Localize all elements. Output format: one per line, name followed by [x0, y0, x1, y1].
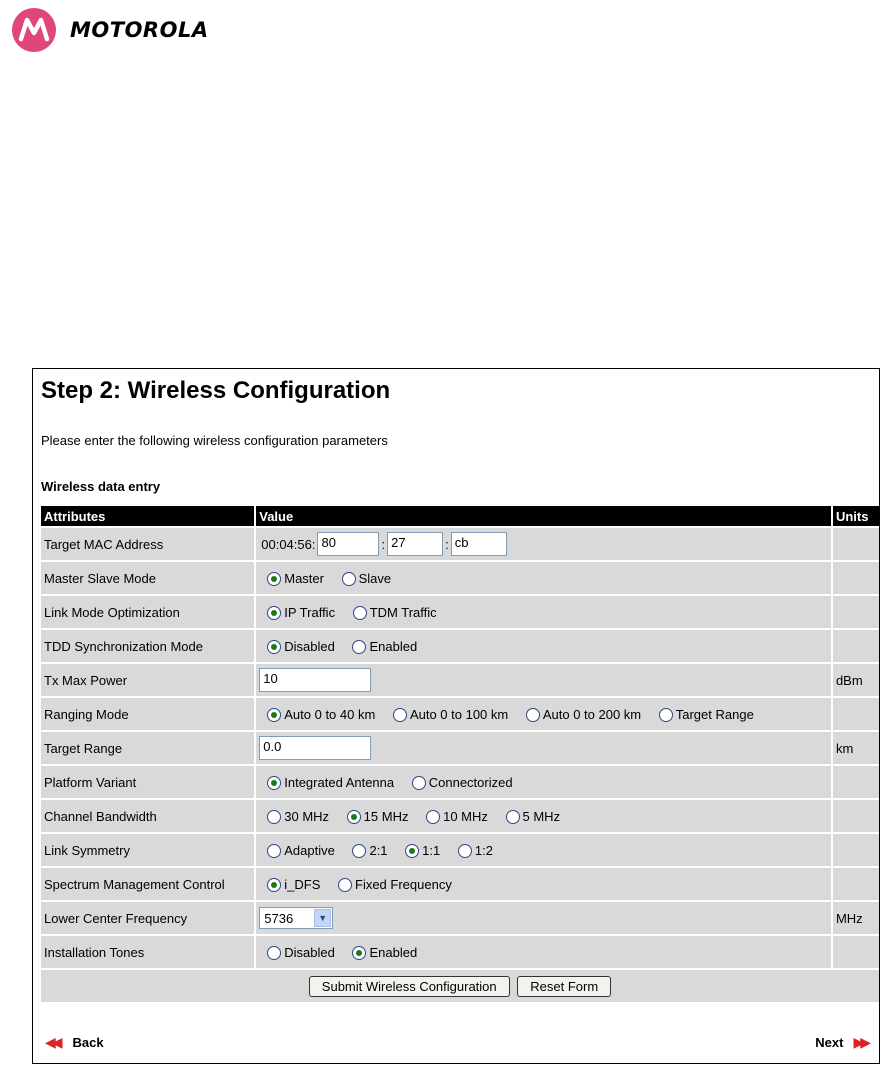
table-row — [41, 800, 879, 832]
row-value — [256, 868, 831, 900]
ip-traffic-label: IP Traffic — [284, 605, 336, 621]
bandwidth-10mhz-radio[interactable] — [426, 810, 440, 824]
mac-prefix: 00:04:56: — [261, 536, 316, 552]
mac-separator: : — [445, 536, 449, 552]
row-value — [256, 664, 831, 696]
row-label: Spectrum Management Control — [41, 868, 254, 900]
tx-max-power-input[interactable]: 10 — [259, 668, 371, 692]
bandwidth-15mhz-radio[interactable] — [347, 810, 361, 824]
back-label: Back — [72, 1035, 104, 1050]
reset-form-button[interactable]: Reset Form — [517, 976, 611, 997]
row-value — [256, 936, 831, 968]
tdd-enabled-label: Enabled — [369, 639, 418, 655]
row-unit: km — [833, 732, 879, 764]
bandwidth-15mhz-label: 15 MHz — [363, 809, 409, 825]
ranging-auto-200-radio[interactable] — [526, 708, 540, 722]
row-label: Platform Variant — [41, 766, 254, 798]
table-row — [41, 630, 879, 662]
bandwidth-30mhz-label: 30 MHz — [284, 809, 330, 825]
row-unit: MHz — [833, 902, 879, 934]
table-row — [41, 902, 879, 934]
row-label: Ranging Mode — [41, 698, 254, 730]
button-row — [41, 970, 879, 1002]
intro-text: Please enter the following wireless configuration parameters — [41, 433, 388, 448]
motorola-batwing-icon — [12, 8, 56, 52]
symmetry-2-1-label: 2:1 — [369, 843, 388, 859]
table-row — [41, 732, 879, 764]
row-unit — [833, 698, 879, 730]
tones-enabled-label: Enabled — [369, 945, 418, 961]
symmetry-adaptive-radio[interactable] — [267, 844, 281, 858]
row-unit: dBm — [833, 664, 879, 696]
row-value — [256, 766, 831, 798]
table-row — [41, 596, 879, 628]
symmetry-1-2-radio[interactable] — [458, 844, 472, 858]
connectorized-radio[interactable] — [412, 776, 426, 790]
brand-name: MOTOROLA — [70, 18, 209, 42]
bandwidth-5mhz-radio[interactable] — [506, 810, 520, 824]
ranging-target-range-label: Target Range — [675, 707, 754, 723]
header-attributes: Attributes — [41, 506, 254, 526]
row-unit — [833, 596, 879, 628]
row-value — [256, 902, 831, 934]
back-link[interactable] — [45, 1034, 104, 1051]
connectorized-label: Connectorized — [428, 775, 513, 791]
ip-traffic-radio[interactable] — [267, 606, 281, 620]
ranging-auto-100-label: Auto 0 to 100 km — [409, 707, 509, 723]
wireless-config-table — [39, 504, 881, 1004]
row-unit — [833, 936, 879, 968]
motorola-logo — [12, 8, 209, 52]
back-arrow-icon: ◀◀ — [45, 1034, 59, 1050]
bandwidth-5mhz-label: 5 MHz — [522, 809, 561, 825]
row-value — [256, 528, 831, 560]
symmetry-1-2-label: 1:2 — [474, 843, 493, 859]
idfs-label: i_DFS — [284, 877, 321, 893]
next-arrow-icon: ▶▶ — [853, 1034, 867, 1050]
row-label: Installation Tones — [41, 936, 254, 968]
table-row — [41, 664, 879, 696]
table-row — [41, 834, 879, 866]
row-label: Link Symmetry — [41, 834, 254, 866]
ranging-auto-200-label: Auto 0 to 200 km — [542, 707, 642, 723]
tdd-disabled-label: Disabled — [284, 639, 335, 655]
fixed-frequency-label: Fixed Frequency — [355, 877, 452, 893]
select-value: 5736 — [264, 910, 294, 926]
mac-octet-3-input[interactable]: cb — [451, 532, 507, 556]
table-row — [41, 562, 879, 594]
button-cell — [41, 970, 879, 1002]
header-value: Value — [256, 506, 831, 526]
tdm-traffic-radio[interactable] — [353, 606, 367, 620]
symmetry-adaptive-label: Adaptive — [284, 843, 335, 859]
tdd-disabled-radio[interactable] — [267, 640, 281, 654]
target-range-input[interactable]: 0.0 — [259, 736, 371, 760]
page-title: Step 2: Wireless Configuration — [41, 377, 391, 404]
row-label: Master Slave Mode — [41, 562, 254, 594]
lower-center-frequency-select[interactable] — [259, 907, 333, 929]
mac-octet-1-input[interactable]: 80 — [317, 532, 379, 556]
table-row — [41, 868, 879, 900]
ranging-auto-100-radio[interactable] — [393, 708, 407, 722]
row-label: Link Mode Optimization — [41, 596, 254, 628]
tdm-traffic-label: TDM Traffic — [369, 605, 437, 621]
next-link[interactable] — [815, 1034, 867, 1051]
row-value — [256, 562, 831, 594]
row-unit — [833, 562, 879, 594]
master-label: Master — [284, 571, 324, 587]
idfs-radio[interactable] — [267, 878, 281, 892]
row-unit — [833, 630, 879, 662]
integrated-antenna-label: Integrated Antenna — [284, 775, 395, 791]
row-unit — [833, 766, 879, 798]
symmetry-2-1-radio[interactable] — [352, 844, 366, 858]
mac-octet-2-input[interactable]: 27 — [387, 532, 443, 556]
slave-label: Slave — [358, 571, 392, 587]
ranging-auto-40-radio[interactable] — [267, 708, 281, 722]
tdd-enabled-radio[interactable] — [352, 640, 366, 654]
tones-enabled-radio[interactable] — [352, 946, 366, 960]
bandwidth-30mhz-radio[interactable] — [267, 810, 281, 824]
next-label: Next — [815, 1035, 844, 1050]
master-radio[interactable] — [267, 572, 281, 586]
row-value — [256, 596, 831, 628]
row-label: Channel Bandwidth — [41, 800, 254, 832]
header-units: Units — [833, 506, 879, 526]
row-unit — [833, 528, 879, 560]
row-unit — [833, 834, 879, 866]
table-row — [41, 766, 879, 798]
row-label: TDD Synchronization Mode — [41, 630, 254, 662]
row-label: Tx Max Power — [41, 664, 254, 696]
wireless-config-panel — [32, 368, 880, 1064]
row-value — [256, 732, 831, 764]
row-value — [256, 698, 831, 730]
row-label: Lower Center Frequency — [41, 902, 254, 934]
mac-separator: : — [381, 536, 386, 552]
integrated-antenna-radio[interactable] — [267, 776, 281, 790]
row-value — [256, 834, 831, 866]
section-title: Wireless data entry — [41, 479, 161, 494]
tones-disabled-radio[interactable] — [267, 946, 281, 960]
ranging-auto-40-label: Auto 0 to 40 km — [284, 707, 376, 723]
symmetry-1-1-label: 1:1 — [422, 843, 441, 859]
bandwidth-10mhz-label: 10 MHz — [443, 809, 488, 825]
row-label: Target MAC Address — [41, 528, 254, 560]
table-row — [41, 528, 879, 560]
row-label: Target Range — [41, 732, 254, 764]
submit-wireless-configuration-button[interactable]: Submit Wireless Configuration — [309, 976, 510, 997]
row-value — [256, 630, 831, 662]
row-unit — [833, 868, 879, 900]
row-value — [256, 800, 831, 832]
slave-radio[interactable] — [342, 572, 356, 586]
table-header-row — [41, 506, 879, 526]
ranging-target-range-radio[interactable] — [659, 708, 673, 722]
fixed-frequency-radio[interactable] — [338, 878, 352, 892]
tones-disabled-label: Disabled — [284, 945, 335, 961]
table-row — [41, 698, 879, 730]
table-row — [41, 936, 879, 968]
row-unit — [833, 800, 879, 832]
symmetry-1-1-radio[interactable] — [405, 844, 419, 858]
chevron-down-icon[interactable]: ▼ — [314, 909, 331, 927]
